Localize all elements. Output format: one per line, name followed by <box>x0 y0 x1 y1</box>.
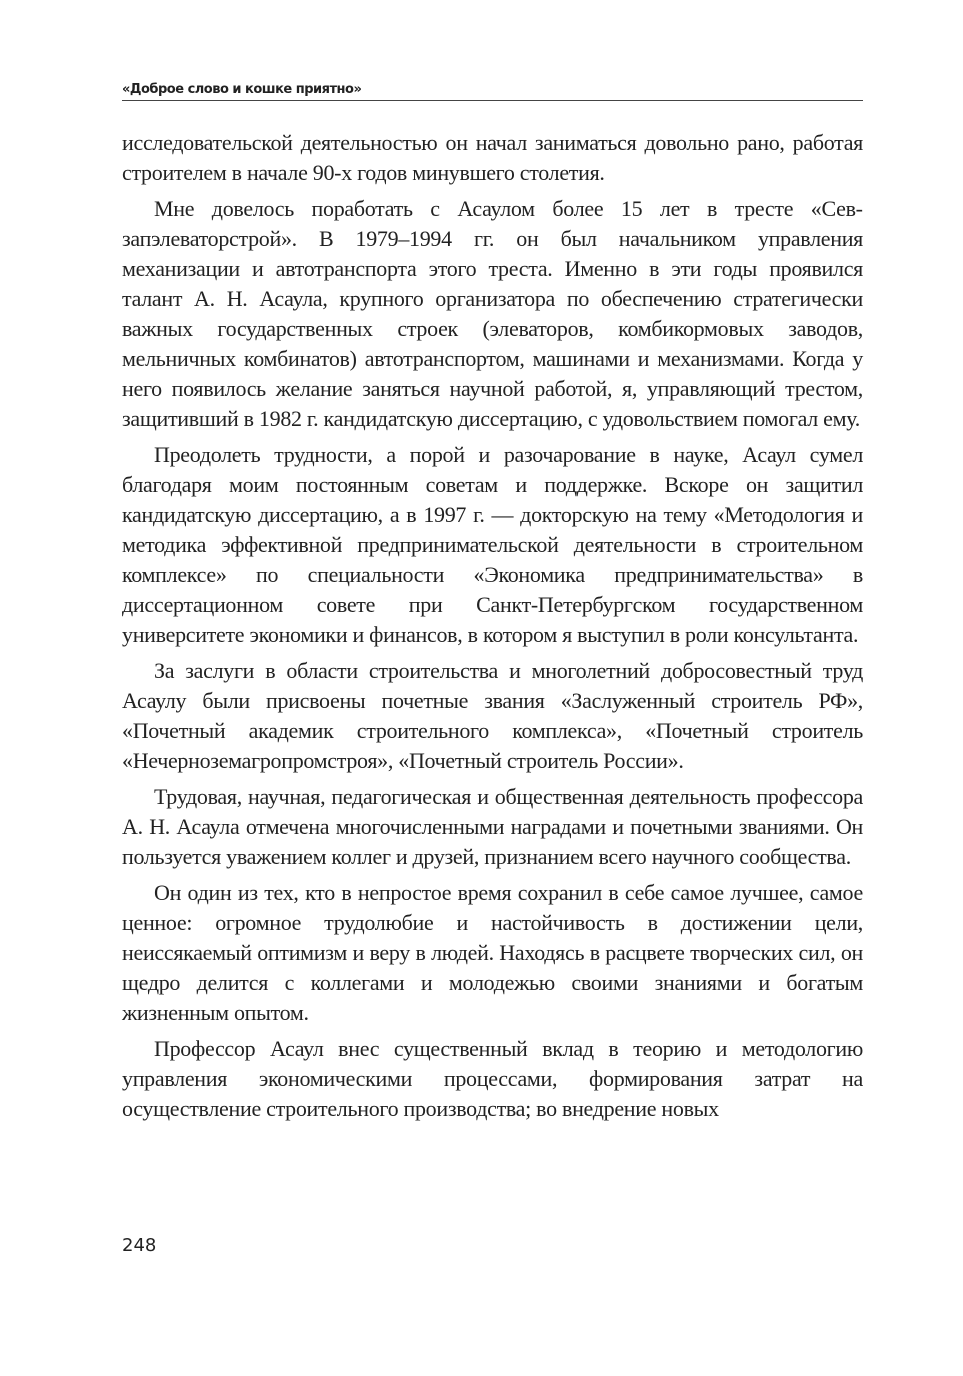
paragraph: Мне довелось поработать с Асаулом более 15 лет в тресте «Севзапэлеваторстрой». В 1979–1994 гг. он был начальником управления механизации и автотранспорта этого треста. Именно в эти годы проявился талант А. Н. Асаула, крупного организатора по обеспечению стратегически важных государственных строек (элеваторов, комбикормовых заводов, мельничных комбинатов) автотранспортом, машинами и механизмами. Когда у него появилось желание заняться научной работой, я, управляющий трестом, защитивший в 1982 г. кандидатскую диссертацию, с удовольствием помогал ему. <box>122 196 863 431</box>
paragraph: Трудовая, научная, педагогическая и общественная деятельность профессора А. Н. Асаула отмечена многочисленными наградами и почетными званиями. Он пользуется уважением коллег и друзей, признанием всего научного сообщества. <box>122 784 863 869</box>
paragraph: За заслуги в области строительства и многолетний добросовестный труд Асаулу были присвоены почетные звания «Заслуженный строитель РФ», «Почетный академик строительного комплекса», «Почетный строитель «Нечерноземагропромстроя», «Почетный строитель России». <box>122 658 863 773</box>
paragraph-continuation: исследовательской деятельностью он начал заниматься довольно рано, работая строителем в начале 90-х годов минувшего столетия. <box>122 130 863 185</box>
paragraph: Профессор Асаул внес существенный вклад в теорию и методологию управления экономическими процессами, формирования затрат на осуществление строительного производства; во внедрение новых <box>122 1036 863 1121</box>
body-text <box>122 128 863 1130</box>
paragraph: Он один из тех, кто в непростое время сохранил в себе самое лучшее, самое ценное: огромное трудолюбие и настойчивость в достижении цели, неиссякаемый оптимизм и веру в людей. Находясь в расцвете творческих сил, он щедро делится с коллегами и молодежью своими знаниями и богатым жизненным опытом. <box>122 880 863 1025</box>
paragraph: Преодолеть трудности, а порой и разочарование в науке, Асаул сумел благодаря моим постоянным советам и поддержке. Вскоре он защитил кандидатскую диссертацию, а в 1997 г. — докторскую на тему «Методология и методика эффективной предпринимательской деятельности в строительном комплексе» по специальности «Экономика предпринимательства» в диссертационном совете при Санкт-Петербургском государственном университете экономики и финансов, в котором я выступил в роли консультанта. <box>122 442 863 647</box>
page-number: 248 <box>122 1235 157 1256</box>
running-head: «Доброе слово и кошке приятно» <box>122 82 863 101</box>
